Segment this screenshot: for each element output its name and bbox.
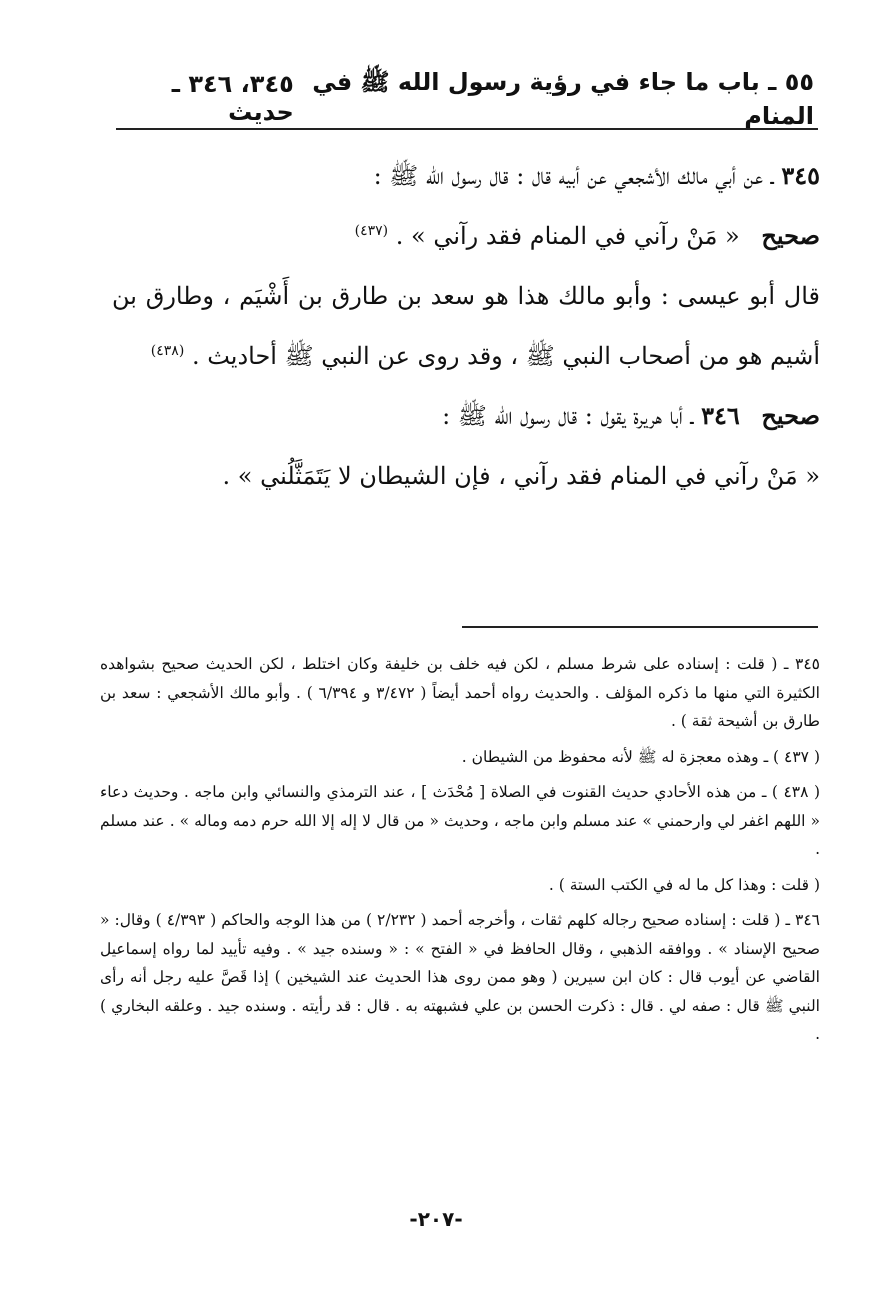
hadith-345-matn	[112, 206, 820, 266]
running-header	[118, 67, 814, 130]
footnote-346: ٣٤٦ ـ ( قلت : إسناده صحيح رجاله كلهم ثقات ، وأخرجه أحمد ( ٢/٢٣٢ ) من هذا الوجه والحاكم ( ٤/٣٩٣ ) وقال: « صحيح الإسناد » . ووافقه الذهبي ، وقال الحافظ في « الفتح » : « وسنده جيد » . وفيه تأييد لما رواه إسماعيل القاضي عن أيوب قال : كان ابن سيرين ( وهو ممن روى هذا الحديث عند الشيخين ) إذا قَصَّ عليه رجل أنه رأى النبي ﷺ قال : صفه لي . قال : ذكرت الحسن بن علي فشبهته به . قال : قد رأيته . وسنده جيد . وعلقه البخاري ) .	[100, 911, 820, 1043]
hadith-346-matn	[112, 446, 820, 506]
author-comment	[112, 266, 820, 386]
page-number: -٢٠٧-	[409, 1207, 463, 1231]
footnote-438-note: ( قلت : وهذا كل ما له في الكتب الستة ) .	[548, 875, 820, 894]
hadith-345-number: ٣٤٥	[781, 161, 820, 190]
footnote-ref-437: (٤٣٧)	[354, 223, 389, 239]
hadith-346-isnad: ـ أبا هريرة يقول : قال رسول الله ﷺ :	[442, 402, 694, 430]
hadith-346-number: ٣٤٦	[701, 401, 740, 430]
author-comment-text: قال أبو عيسى : وأبو مالك هذا هو سعد بن طارق بن أَشْيَم ، وطارق بن أشيم هو من أصحاب النبي ﷺ ، وقد روى عن النبي ﷺ أحاديث .	[112, 282, 820, 370]
footnote-ref-438: (٤٣٨)	[150, 343, 185, 359]
hadith-346-line	[112, 386, 820, 446]
hadith-346-grade: صحيح	[761, 401, 820, 430]
footnote-separator	[462, 626, 818, 628]
footnote-437: ( ٤٣٧ ) ـ وهذه معجزة له ﷺ لأنه محفوظ من الشيطان .	[461, 747, 820, 766]
chapter-title: ٥٥ ـ باب ما جاء في رؤية رسول الله ﷺ في المنام	[312, 67, 814, 130]
footnote-438: ( ٤٣٨ ) ـ من هذه الأحادي حديث القنوت في الصلاة [ مُحْدَث ] ، عند الترمذي والنسائي وابن ماجه . وحديث دعاء « اللهم اغفر لي وارحمني » عند مسلم وابن ماجه ، وحديث « من قال لا إله إلا الله حرم دمه وماله » . عند مسلم .	[100, 783, 820, 858]
footnote-345: ٣٤٥ ـ ( قلت : إسناده على شرط مسلم ، لكن فيه خلف بن خليفة وكان اختلط ، لكن الحديث صحيح بشواهده الكثيرة التي منها ما ذكره المؤلف . والحديث رواه أحمد أيضاً ( ٣/٤٧٢ و ٦/٣٩٤ ) . وأبو مالك الأشجعي : سعد بن طارق بن أشيحة ثقة ) .	[100, 655, 820, 730]
hadith-345-line	[112, 146, 820, 206]
hadith-range: ٣٤٥، ٣٤٦ ـ حديث	[171, 70, 294, 126]
hadith-345-isnad: ـ عن أبي مالك الأشجعي عن أبيه قال : قال رسول الله ﷺ :	[373, 162, 774, 190]
header-rule	[116, 128, 818, 130]
main-text	[112, 146, 820, 506]
hadith-345-text: « مَنْ رآني في المنام فقد رآني » .	[395, 222, 740, 250]
hadith-345-grade: صحيح	[761, 221, 820, 250]
footnotes	[100, 650, 820, 1056]
hadith-346-text: « مَنْ رآني في المنام فقد رآني ، فإن الشيطان لا يَتَمَثَّلُني » .	[222, 462, 820, 490]
